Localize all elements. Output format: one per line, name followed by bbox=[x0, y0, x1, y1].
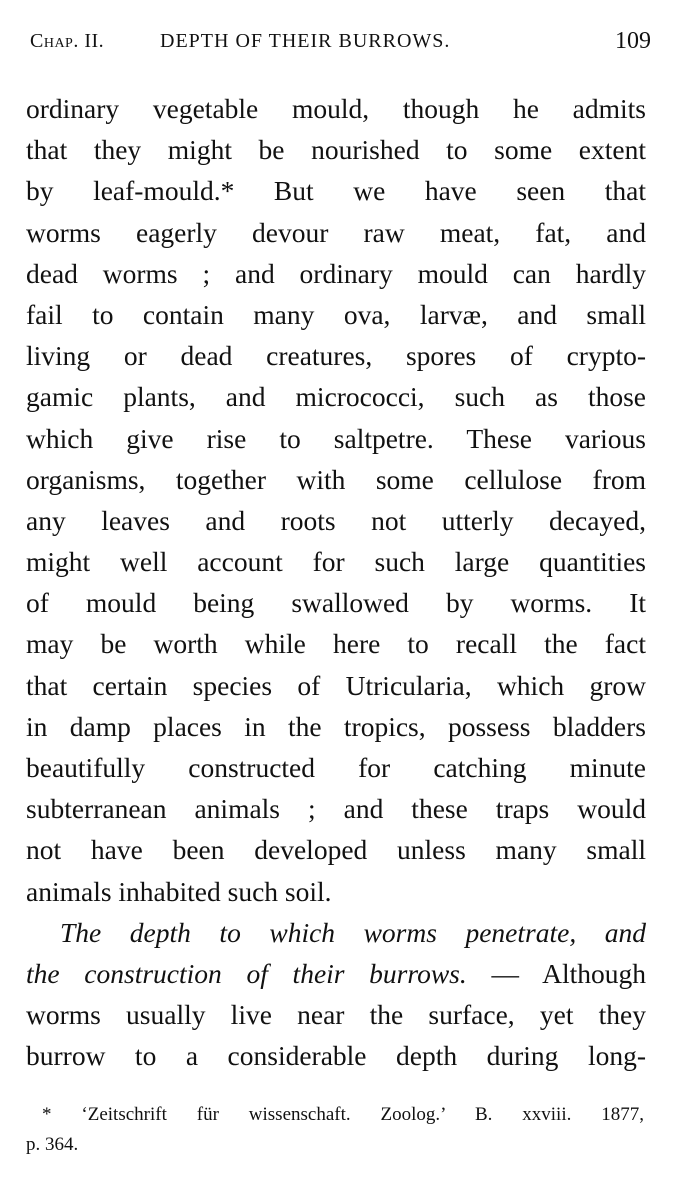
text-line: by leaf-mould.* But we have seen that bbox=[26, 175, 646, 207]
text-line: burrow to a considerable depth during long- bbox=[26, 1040, 646, 1072]
text-line: that they might be nourished to some extent bbox=[26, 134, 646, 166]
text-line: ordinary vegetable mould, though he admits bbox=[26, 93, 646, 124]
text-line: dead worms ; and ordinary mould can hardly bbox=[26, 257, 646, 289]
text-line: animals inhabited such soil. bbox=[26, 875, 332, 907]
text-line: might well account for such large quantities bbox=[26, 546, 646, 578]
text-line: not have been developed unless many small bbox=[26, 834, 646, 866]
text-line: of mould being swallowed by worms. It bbox=[26, 587, 646, 619]
text-line: in damp places in the tropics, possess bladders bbox=[26, 710, 646, 742]
text-line: worms usually live near the surface, yet they bbox=[26, 999, 646, 1031]
section-heading-line bbox=[26, 953, 646, 994]
text-line: any leaves and roots not utterly decayed, bbox=[26, 504, 646, 536]
page-number: 109 bbox=[615, 28, 651, 54]
text-line: gamic plants, and micrococci, such as those bbox=[26, 381, 646, 413]
section-heading-line: The depth to which worms penetrate, and bbox=[60, 916, 646, 948]
text-line: beautifully constructed for catching minute bbox=[26, 752, 646, 783]
text-line: which give rise to saltpetre. These various bbox=[26, 422, 646, 454]
text-line: organisms, together with some cellulose from bbox=[26, 463, 646, 495]
footnote bbox=[26, 1100, 644, 1160]
footnote-line: * ‘Zeitschrift für wissenschaft. Zoolog.’ B. xxviii. 1877, bbox=[42, 1104, 644, 1125]
running-header bbox=[30, 30, 651, 60]
text-line: that certain species of Utricularia, which grow bbox=[26, 669, 646, 701]
text-line: living or dead creatures, spores of crypto- bbox=[26, 340, 646, 372]
chapter-label: Chap. II. bbox=[30, 30, 105, 52]
text-line: worms eagerly devour raw meat, fat, and bbox=[26, 216, 646, 248]
footnote-line: p. 364. bbox=[26, 1134, 79, 1155]
text-line: may be worth while here to recall the fact bbox=[26, 628, 646, 660]
text-line: fail to contain many ova, larvæ, and small bbox=[26, 298, 646, 330]
text-line: subterranean animals ; and these traps would bbox=[26, 793, 646, 825]
running-title: DEPTH OF THEIR BURROWS. bbox=[160, 30, 451, 52]
section-heading-italic: the construction of their burrows. bbox=[26, 957, 467, 989]
body-text bbox=[26, 88, 646, 1077]
section-heading-rest: — Although bbox=[466, 957, 647, 989]
